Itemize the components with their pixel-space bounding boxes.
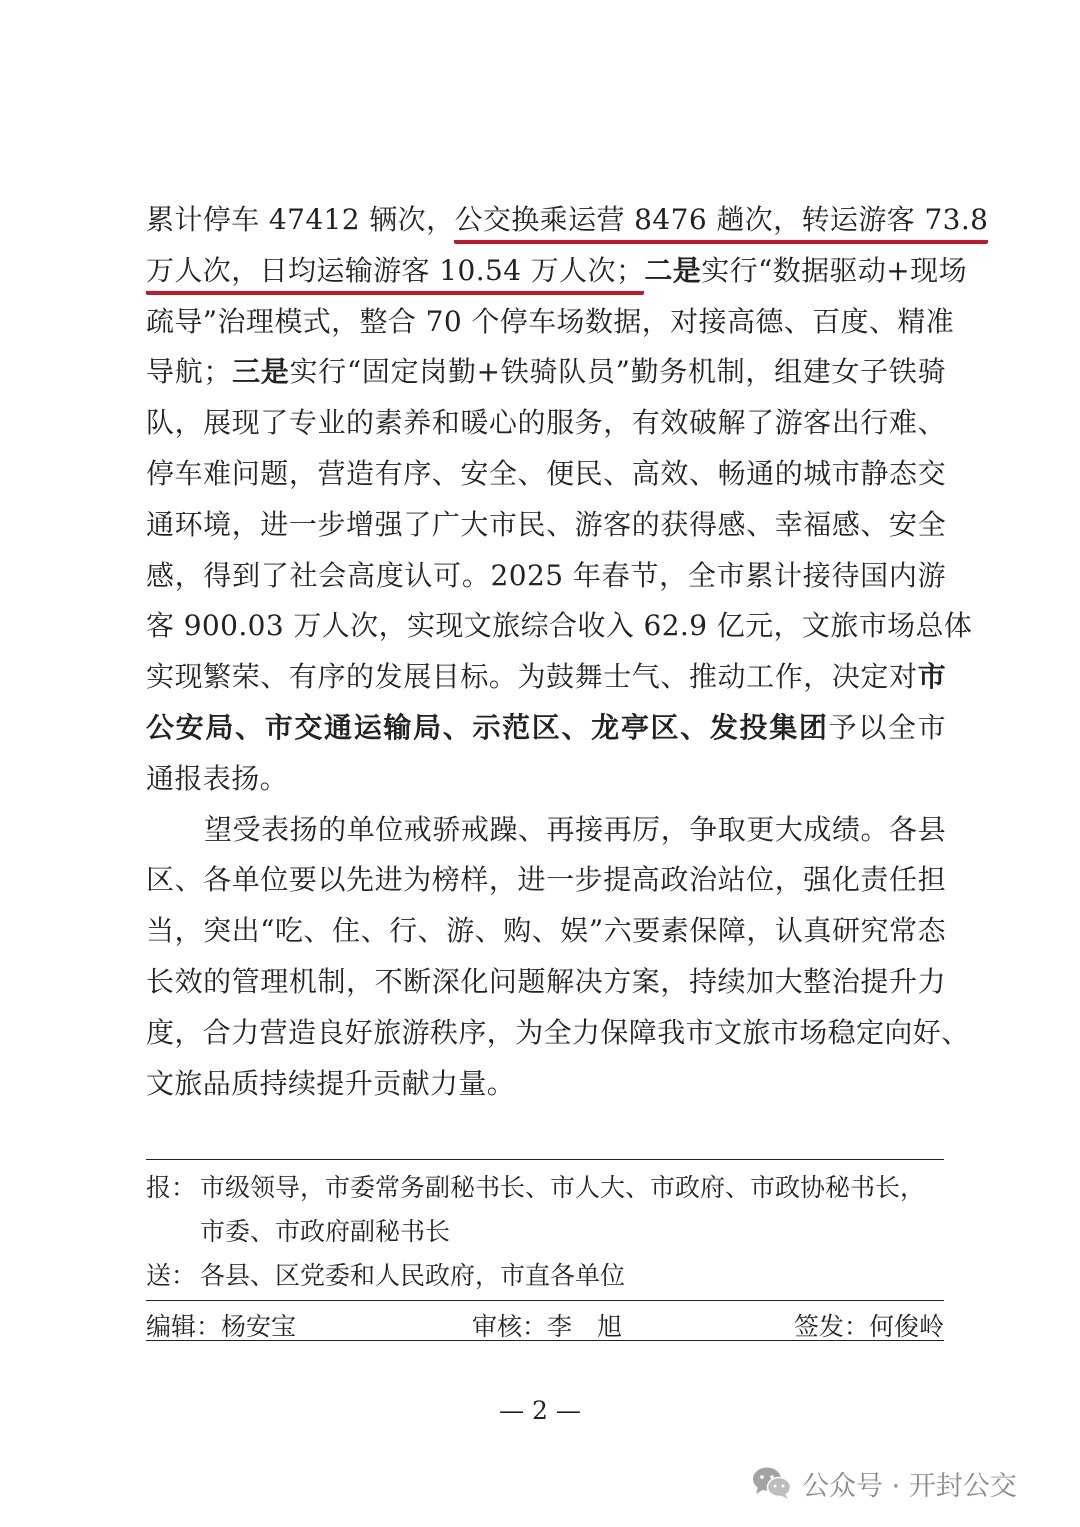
text-line-4: 导航；三是实行“固定岗勤+铁骑队员”勤务机制，组建女子铁骑 [146,355,946,389]
text-line-2: 万人次，日均运输游客 10.54 万人次；二是实行“数据驱动+现场 [146,246,946,297]
footer-middle-rule [146,1300,944,1301]
text-line-10: 实现繁荣、有序的发展目标。为鼓舞士气、推动工作，决定对市 [146,660,946,694]
paragraph-2-line-6: 文旅品质持续提升贡献力量。 [146,1066,516,1100]
text-line-7: 通环境，进一步增强了广大市民、游客的获得感、幸福感、安全 [146,507,946,541]
text-line-6: 停车难问题，营造有序、安全、便民、高效、畅通的城市静态交 [146,456,946,490]
wechat-watermark [752,1459,1017,1507]
text-line-5: 队，展现了专业的素养和暖心的服务，有效破解了游客出行难、 [146,406,946,440]
bold-unit-list: 公安局、市交通运输局、示范区、龙亭区、发投集团 [146,710,829,744]
report-row-continued [146,1210,944,1254]
bold-marker-two: 二是 [644,253,702,287]
bold-marker-three: 三是 [231,355,290,389]
page-number: — 2 — [499,1396,581,1425]
text-line-8: 感，得到了社会高度认可。2025 年春节，全市累计接待国内游 [146,558,946,592]
footer-top-rule [146,1159,944,1160]
body-text [146,195,989,1109]
text-line-9: 客 900.03 万人次，实现文旅综合收入 62.9 亿元，文旅市场总体 [146,609,973,643]
issuer-field: 签发：何俊岭 [793,1312,944,1341]
paragraph-2-line-1: 望受表扬的单位戒骄戒躁、再接再厉，争取更大成绩。各县 [204,812,946,846]
highlight-underline-2: 万人次，日均运输游客 10.54 万人次； [146,254,644,295]
reviewer-field: 审核：李 旭 [472,1312,623,1341]
footer-bottom-rule [146,1340,944,1341]
report-recipients-continued: 市委、市政府副秘书长 [200,1217,451,1246]
report-row [146,1166,944,1210]
send-row [146,1254,944,1298]
editor-field: 编辑：杨安宝 [146,1312,297,1341]
text-line-11: 公安局、市交通运输局、示范区、龙亭区、发投集团予以全市 [146,710,946,744]
highlight-underline-1: 公交换乘运营 8476 趟次，转运游客 73.8 [454,203,988,244]
text-line-12: 通报表扬。 [146,761,289,795]
text-line-3: 疏导”治理模式，整合 70 个停车场数据，对接高德、百度、精准 [146,304,955,338]
send-label: 送： [146,1261,197,1290]
report-label: 报： [146,1173,197,1202]
distribution-block [146,1166,944,1298]
paragraph-2-line-5: 度，合力营造良好旅游秩序，为全力保障我市文旅市场稳定向好、 [146,1015,970,1049]
wechat-icon [752,1465,792,1501]
report-recipients: 市级领导，市委常务副秘书长、市人大、市政府、市政协秘书长， [200,1173,926,1202]
bold-unit-list-start: 市 [917,660,946,694]
watermark-text: 公众号 · 开封公交 [802,1470,1017,1502]
paragraph-2-line-3: 当，突出“吃、住、行、游、购、娱”六要素保障，认真研究常态 [146,914,946,948]
paragraph-2-line-4: 长效的管理机制，不断深化问题解决方案，持续加大整治提升力 [146,964,946,998]
send-recipients: 各县、区党委和人民政府，市直各单位 [200,1261,626,1290]
paragraph-2-line-2: 区、各单位要以先进为榜样，进一步提高政治站位，强化责任担 [146,863,946,897]
text-line-1: 累计停车 47412 辆次，公交换乘运营 8476 趟次，转运游客 73.8 [146,195,946,246]
